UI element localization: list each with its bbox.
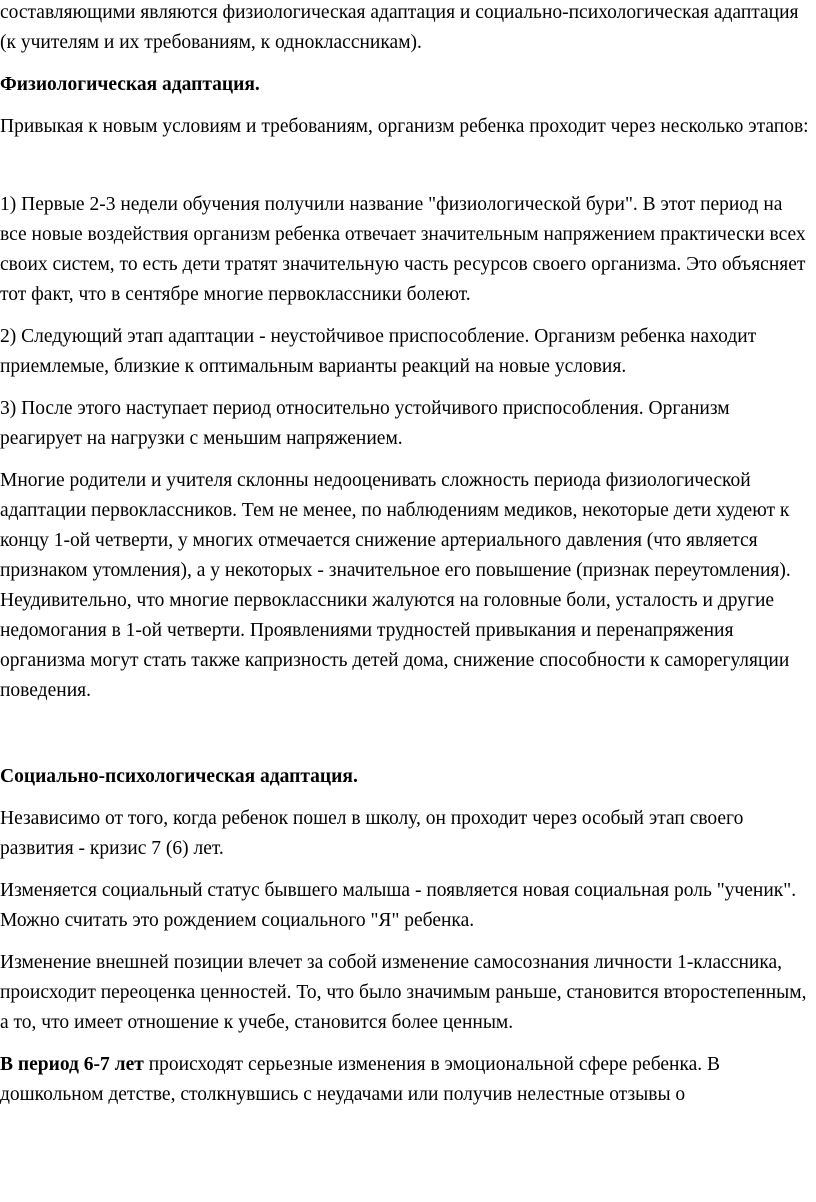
paragraph-stages-intro: Привыкая к новым условиям и требованиям, организм ребенка проходит через несколько этапов: — [0, 116, 809, 137]
period-bold-lead: В период 6-7 лет — [0, 1054, 144, 1075]
period-text: происходят серьезные изменения в эмоциональной сфере ребенка. В дошкольном детстве, столкнувшись с неудачами или получив нелестные отзывы о — [0, 1054, 721, 1105]
paragraph-parents-teachers: Многие родители и учителя склонны недооценивать сложность периода физиологической адаптации первоклассников. Тем не менее, по наблюдениям медиков, некоторые дети худеют к концу 1-ой четверти, у многих отмечается снижение артериального давления (что является признаком утомления), а у некоторых - значительное его повышение (признак переутомления). Неудивительно, что многие первоклассники жалуются на головные боли, усталость и другие недомогания в 1-ой четверти. Проявлениями трудностей привыкания и перенапряжения организма могут стать также капризность детей дома, снижение способности к саморегуляции поведения. — [0, 470, 791, 701]
paragraph-stage-2: 2) Следующий этап адаптации - неустойчивое приспособление. Организм ребенка находит приемлемые, близкие к оптимальным варианты реакций на новые условия. — [0, 326, 757, 377]
paragraph-crisis: Независимо от того, когда ребенок пошел в школу, он проходит через особый этап своего развития - кризис 7 (6) лет. — [0, 808, 744, 859]
paragraph-stage-1: 1) Первые 2-3 недели обучения получили название "физиологической бури". В этот период на все новые воздействия организм ребенка отвечает значительным напряжением практически всех своих систем, то есть дети тратят значительную часть ресурсов своего организма. Это объясняет тот факт, что в сентябре многие первоклассники болеют. — [0, 194, 806, 305]
paragraph-intro: составляющими являются физиологическая адаптация и социально-психологическая адаптация (к учителям и их требованиям, к одноклассникам). — [0, 2, 799, 53]
paragraph-stage-3: 3) После этого наступает период относительно устойчивого приспособления. Организм реагирует на нагрузки с меньшим напряжением. — [0, 398, 730, 449]
heading-physiological-adaptation: Физиологическая адаптация. — [0, 74, 260, 95]
paragraph-emotional-sphere — [0, 1050, 812, 1110]
heading-social-psychological-adaptation: Социально-психологическая адаптация. — [0, 766, 358, 787]
paragraph-external-position: Изменение внешней позиции влечет за собой изменение самосознания личности 1-классника, происходит переоценка ценностей. То, что было значимым раньше, становится второстепенным, а то, что имеет отношение к учебе, становится более ценным. — [0, 952, 807, 1033]
paragraph-social-status: Изменяется социальный статус бывшего малыша - появляется новая социальная роль "ученик". Можно считать это рождением социального "Я" ребенка. — [0, 880, 797, 931]
